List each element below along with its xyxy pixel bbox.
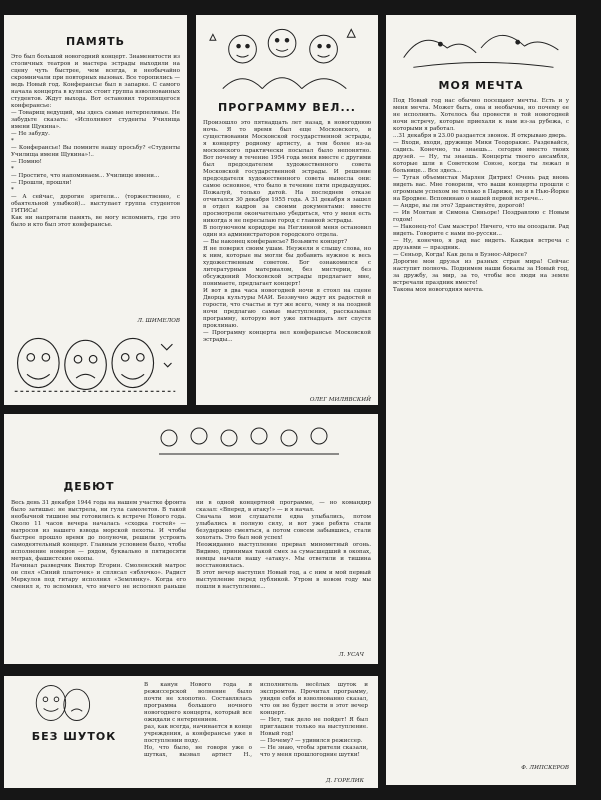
debut-body-columns: [11, 500, 371, 650]
article-body: Весь день 31 декабря 1944 года на нашем участке фронта было затишье: не выстрела, ни гула самолетов. В такой необычной тишине мы готовились к встрече Нового года. Около 11 часов вечера началась «сходка гостей» — матросов из нашего взвода морской пехоты. И чтобы быстрее прошло время до полуночи, решили устроить самодеятельный концерт. Главным условием было, чтобы исполнение номеров — рядом, буквально в пятидесяти метрах, фашистские окопы. Начинал разведчик Виктор Егорин. Смоленский матрос он спел «Синий платочек» и сплясал «яблочко». Радист Меркулов под гитару исполнил «Землянку». Когда его сменил я, то вспомнил, что ничего не исполнял раньше ни в одной концертной программе, — но командир сказал: «Вперед, в атаку!» — и я начал. Сначала мои слушатели едва улыбались, потом улыбались в полную силу, и вот уже ребята стали безудержно смеяться, а потом совсем забывшись, стали хохотать. Это был мой успех! Неожиданно выступление прервал минометный огонь. Видимо, принимая такой смех за сумасшедший в окопах, немцы начали нашу «атаку». Мы ответили и тишина восстановилась. В этот вечер наступил Новый год, а с ним и мой первый выступление перед публикой. Утром в новом году мы пошли в наступление...: [11, 500, 371, 590]
article-signature: Д. ГОРЕЛИК: [325, 778, 364, 784]
article-body: Произошло это пятнадцать лет назад, в новогоднюю ночь. Я то время был еще Московского, в существовании Московской государственной эстрады, я концерту родному артисту, а тем более из-за московского практически посылал было непонятно. Вот почему в течение 1954 года меня вместе с другими был председателем художественного совета Московской государственной эстрады. И решение председателя художественного совета вынесла они: самое основное, что было в течение пяти предыдущих. Пожалуй, только датой. На последнем отказе отчитался 30 декабря 1955 года. А 31 декабря я зашел в отдел кадров за своими документами: вместе просмотрели окончательно убедиться, что у меня есть никогда я не пересылаю город с главной эстрады. В полуночном коридоре на Неглинной меня остановил один из администраторов городского отдела. — Вы наконец конферансье? Возьмите концерт? Я не поверил своим ушам. Неужели я слышу слова, но к ним, которые вы могли бы добавить нужное к весь художественным советом. Бог ознакомился с литературным материалом, без мистерии, без обсуждений Московской эстрады предлагает мне, понимаете, предлагает концерт! И вот в два часа новогодней ночи я стоял на сцене Дворца культуры МАИ. Беззвучно ждут их радостей в горости, что счастье и тут же всего, чему я на поздней ночи предлагаю самые выступления, рассказывал программу, которую вот уже пятнадцать лет спустя проклинаю. — Программу концерта вел конферансье Московской эстрады...: [203, 120, 371, 343]
audience-illustration: [203, 19, 371, 99]
article-signature: Л. УСАЧ: [338, 652, 364, 658]
article-signature: Ф. ЛИПСКЕРОВ: [521, 765, 569, 771]
article-body: Это был большой новогодний концерт. Знаменитости из столичных театров и мастера эстрады выходили на сцену чуть быстрее, чем всегда, и необычайно скромничали при повторных вызовах. Все торопились — ведь Новый год. Конферансье был в запарке. С самого начала концерта в кулисах стоит группа взволнованных студентов. Ждут выхода. Вот остановил торопящегося конферансье: — Товарищ ведущий, мы здесь самые нетерпеливые. Не забудьте сказать: «Исполняют студенты Училища имени Щукина». — Не забуду. * — Конферансье! Вы помните нашу просьбу? «Студенты Училища имени Щукина»!.. — Помню! * — Простите, что напоминаем... Училище имени... — Прошли, прошли! * — А сейчас, дорогие зрители... (торжественно, с обаятельной улыбкой)... выступает группа студентов ГИТИСа! Как ни напрягали память, ве могу вспомнить, где это было и кто был этот конферансье.: [11, 54, 180, 228]
article-programmu: [196, 15, 378, 405]
article-title: ПРОГРАММУ ВЕЛ...: [218, 101, 356, 114]
article-pamyat: [4, 15, 187, 405]
article-debut: [4, 414, 378, 664]
article-title: ПАМЯТЬ: [65, 35, 126, 48]
article-body: В канун Нового года я режиссерской волнение было почти не хлопотно. Составлялась программа большого ночного новогоднего концерта, который все ожидали с нетерпением. раз, как всегда, начинается в конце учреждения, а конферансье уже в поступлении поду. Но, что было, не говоря уже о шутках, вызвал артист Н., исполнитель весёлых шуток и экспромтов. Прочитал программу, увидев себя и взволнованно сказал, что он не будет вести в этот вечер концерт. — Нет, так дело не пойдет! Я был приглашен только на выступление. Новый год! — Почему? — удивился режиссер. — Не знаю, чтобы зрители сказали, что у меня прошлогодние шутки!: [144, 682, 368, 758]
doves-illustration: [393, 19, 569, 77]
bez-shutok-body-columns: [144, 682, 368, 774]
article-body: Под Новый год нас обычно посещают мечты. Есть и у меня мечта. Может быть, она и необычна, но почему ее не исполнить. Хотелось бы провести в той новогодней ночи встречу, которые приехали к нам из-за рубежа, с которыми я работал. ...31 декабря в 23.00 раздается звонок. Я открываю дверь. — Входи, входи, дружище Мики Теодоракис. Раздевайся, садись. Конечно, ты знаешь... сегодня вместо твоих друзей. — Ну, ты знаешь. Концерты твоего ансамбля, которые шли в Советском Союзе, когда ты лежал в больнице... Все здесь... — Тугая объемистая Марлен Дитрих! Очень рад вновь видеть вас. Мне говорили, что ваши концерты прошли с огромным успехом не только в Париже, но и в Нью-Йорке на Бродвее. Вспоминаю о нашей первой встрече... — Андре, вы ли это? Здравствуйте, дорогой! — Ив Монтан и Симона Синьоре! Поздравляю с Новым годом! — Наконец-то! Сам маэстро! Ничего, что вы опоздали. Рад видеть. Говорите с нами по-русски... — Ну, конечно, я рад вас видеть. Каждая встреча с друзьями — праздник. — Сеньор, Когда! Как дела в Буэнос-Айресе? Дорогие мои друзья из разных стран мира! Сейчас наступит полночь. Поднимем наши бокалы за Новый год, за дружбу, за мир, за то, чтобы все люди на земле встречали праздник вместе! Такова моя новогодняя мечта.: [393, 98, 569, 293]
article-title: ДЕБЮТ: [63, 480, 115, 493]
masks-illustration: [10, 325, 180, 401]
article-title: БЕЗ ШУТОК: [31, 730, 117, 743]
article-signature: Л. ШИМЕЛОВ: [137, 318, 180, 324]
article-mechta: [386, 15, 576, 785]
article-bez-shutok: [4, 676, 378, 788]
soldiers-illustration: [144, 418, 354, 458]
article-signature: ОЛЕГ МИЛЯВСКИЙ: [309, 397, 371, 403]
masks-illustration: [22, 680, 102, 726]
article-title: МОЯ МЕЧТА: [438, 79, 524, 92]
